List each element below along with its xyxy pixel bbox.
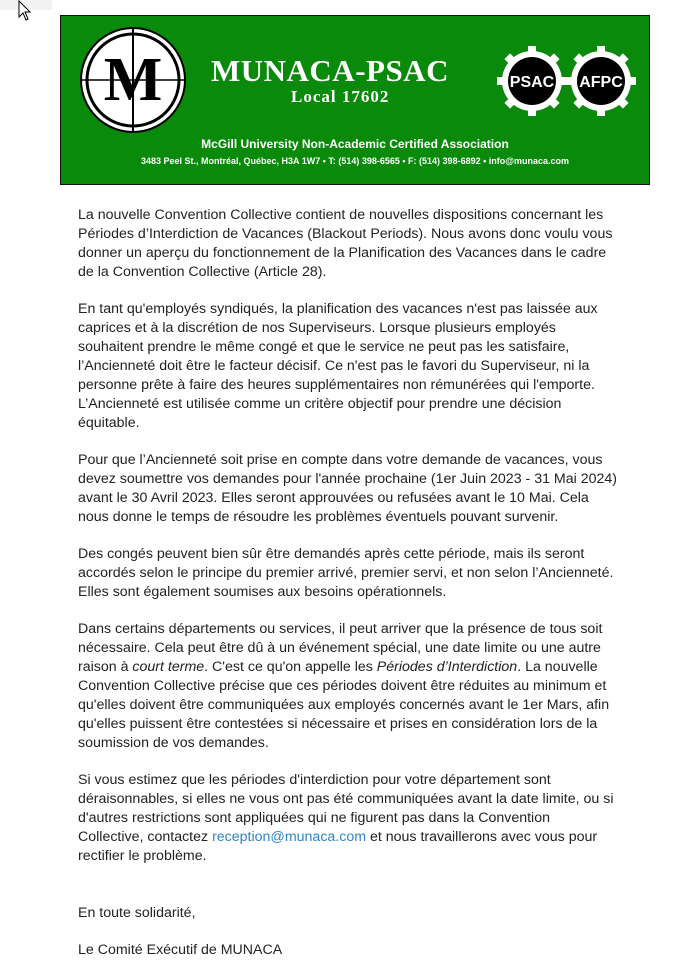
paragraph-intro: La nouvelle Convention Collective contient de nouvelles dispositions concernant les Périodes d’Interdiction de Vacances (Blackout Periods). Nous avons donc voulu vous donner un aperçu du fonctionnement de la Planification des Vacances dans le cadre de la Convention Collective (Article 28). [78, 207, 613, 280]
org-local: Local 17602 [291, 87, 390, 106]
header-banner [60, 15, 650, 185]
paragraph-blackout: Dans certains départements ou services, il peut arriver que la présence de tous soit nécessaire. Cela peut être dû à un événement spécial, une date limite ou une autre raison à court terme. C'est ce qu'on appelle les Périodes d’Interdiction. La nouvelle Convention Collective précise que ces périodes doivent être réduites au minimum et qu'elles doivent être communiquées aux employés concernés avant le 1er Mars, afin qu'elles puissent être contestées si nécessaire et prises en considération lors de la soumission de vos demandes. [78, 621, 610, 751]
signature-text: Le Comité Exécutif de MUNACA [78, 942, 283, 958]
gear-right-label: AFPC [579, 74, 623, 91]
org-name: MUNACA-PSAC [211, 53, 449, 88]
logo-letter: M [103, 46, 163, 114]
emphasis-periodes: Périodes d’Interdiction [376, 659, 518, 675]
closing-text: En toute solidarité, [78, 905, 196, 921]
afpc-gear-icon [566, 46, 636, 116]
emphasis-court-terme: court terme [132, 659, 205, 675]
letter-body [78, 206, 618, 978]
mouse-cursor-icon [18, 0, 34, 22]
email-link[interactable]: reception@munaca.com [212, 829, 367, 845]
paragraph-late-requests: Des congés peuvent bien sûr être demandés après cette période, mais ils seront accordés selon le principe du premier arrivé, premier servi, et non selon l’Ancienneté. Elles sont également soumises aux besoins opérationnels. [78, 546, 614, 600]
psac-gear-icon [497, 46, 567, 116]
gear-left-label: PSAC [509, 74, 555, 91]
paragraph-contact: Si vous estimez que les périodes d'interdiction pour votre département sont déraisonnables, si elles ne vous ont pas été communiquées avant la date limite, ou si d'autres restrictions sont appliquées qui ne figurent pas dans la Convention Collective, contactez reception@munaca.com et nous travaillerons avec vous pour rectifier le problème. [78, 772, 614, 864]
paragraph-deadline: Pour que l’Ancienneté soit prise en compte dans votre demande de vacances, vous devez soumettre vos demandes pour l'année prochaine (1er Juin 2023 - 31 Mai 2024) avant le 30 Avril 2023. Elles seront approuvées ou refusées avant le 10 Mai. Cela nous donne le temps de résoudre les problèmes éventuels pouvant survenir. [78, 452, 618, 525]
paragraph-seniority: En tant qu'employés syndiqués, la planification des vacances n'est pas laissée aux caprices et à la discrétion de nos Superviseurs. Lorsque plusieurs employés souhaitent prendre le même congé et que le service ne peut pas les satisfaire, l’Ancienneté doit être le facteur décisif. Ce n'est pas le favori du Superviseur, ni la personne prête à faire des heures supplémentaires non rémunérées qui l'emporte. L’Ancienneté est utilisée comme un critère objectif pour prendre une décision équitable. [78, 301, 598, 431]
munaca-logo-icon [79, 26, 187, 134]
org-contact-line: 3483 Peel St., Montréal, Québec, H3A 1W7 • T: (514) 398-6565 • F: (514) 398-6892 • info@munaca.com [140, 156, 570, 166]
org-full-name: McGill University Non-Academic Certified Association [201, 137, 509, 151]
